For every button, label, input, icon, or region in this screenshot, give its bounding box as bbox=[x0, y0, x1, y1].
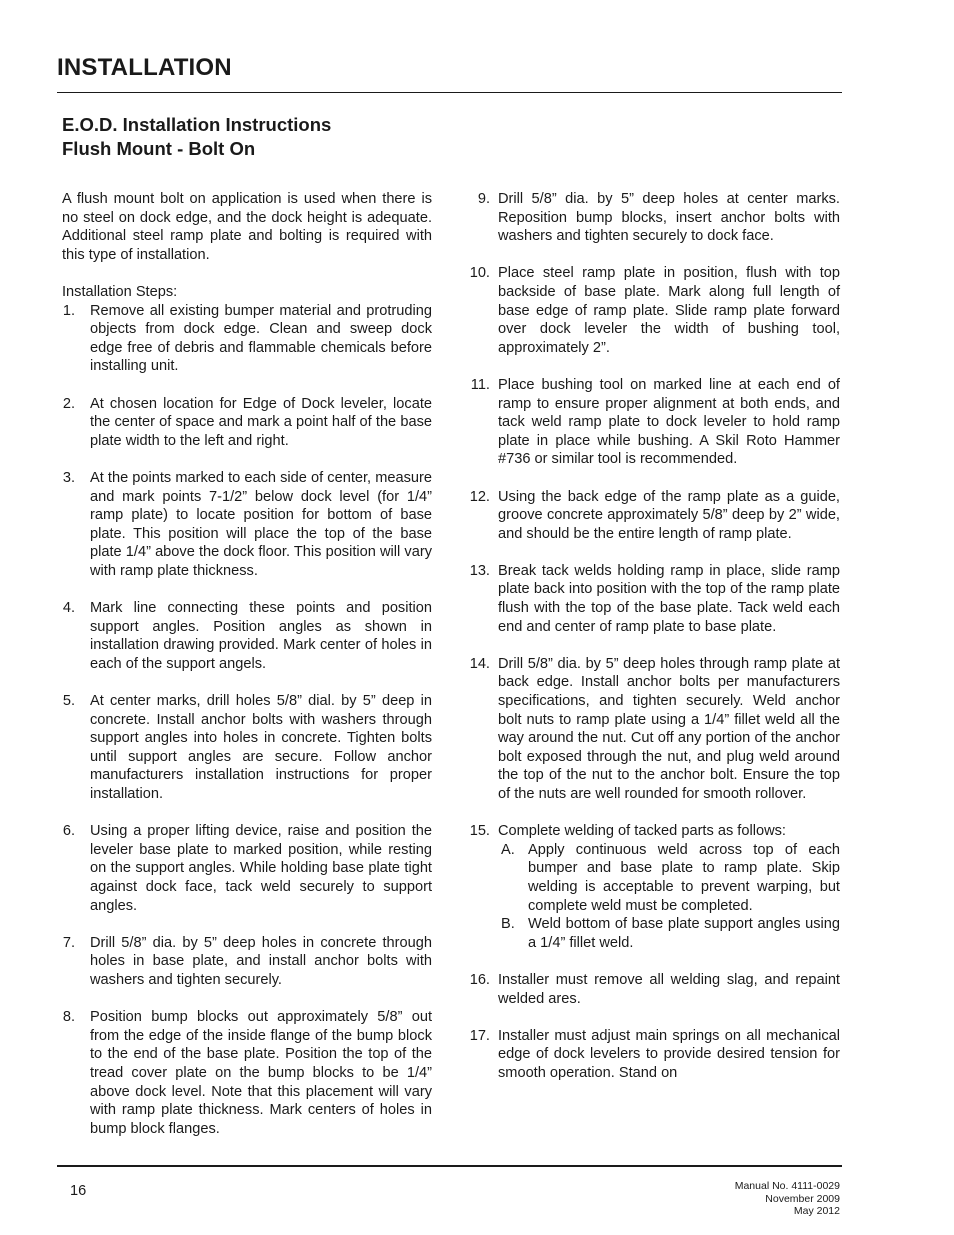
section-title-line-1: E.O.D. Installation Instructions bbox=[62, 114, 332, 135]
page-number: 16 bbox=[70, 1183, 87, 1199]
revision-date-2: May 2012 bbox=[793, 1205, 840, 1218]
step-1 bbox=[57, 302, 432, 376]
step-number: 17. bbox=[469, 1027, 490, 1044]
step-number: 10. bbox=[469, 265, 490, 282]
step-number: 16. bbox=[469, 971, 490, 988]
step-number: 8. bbox=[62, 1009, 75, 1026]
step-text: Complete welding of tacked parts as follows: bbox=[498, 823, 786, 840]
sub-step-text: Apply continuous weld across top of each bumper and base plate to ramp plate. Skip welding is acceptable to prevent warping, but complete weld must be completed. bbox=[528, 841, 840, 914]
step-7 bbox=[57, 934, 432, 990]
step-15 bbox=[466, 822, 840, 952]
step-number: 6. bbox=[62, 823, 75, 840]
steps-label: Installation Steps: bbox=[62, 283, 178, 300]
step-12 bbox=[466, 488, 840, 544]
sub-step-text: Weld bottom of base plate support angles using a 1/4” fillet weld. bbox=[528, 916, 840, 951]
step-text: Place steel ramp plate in position, flush with top backside of base plate. Mark along full length of base edge of ramp plate. Slide ramp plate forward over dock leveler the width of bushing tool, approximately 2”. bbox=[498, 265, 840, 356]
step-number: 13. bbox=[469, 562, 490, 579]
step-number: 9. bbox=[477, 191, 490, 207]
step-number: 14. bbox=[469, 655, 490, 672]
section-title bbox=[62, 113, 331, 161]
intro-paragraph: A flush mount bolt on application is used when there is no steel on dock edge, and the dock height is adequate. Additional steel ramp plate and bolting is required with this type of installation. bbox=[62, 191, 432, 263]
step-text: At center marks, drill holes 5/8” dial. by 5” deep in concrete. Install anchor bolts with washers through support angles into holes in concrete. Tighten bolts until support angles are secure. Follow anchor manufacturers installation instructions for proper installation. bbox=[90, 693, 432, 802]
sub-step-a bbox=[498, 841, 840, 915]
step-text: Place bushing tool on marked line at each end of ramp to ensure proper alignment at both ends, and tack weld ramp plate to dock leveler to hold ramp plate in place while bushing. A Skil Roto Hammer #736 or similar tool is recommended. bbox=[498, 376, 840, 468]
step-text: Drill 5/8” dia. by 5” deep holes in concrete through holes in base plate, and install anchor bolts with washers and tighten securely. bbox=[90, 934, 432, 988]
step-text: Drill 5/8” dia. by 5” deep holes at center marks. Reposition bump blocks, insert anchor bolts with washers and tighten securely to dock face. bbox=[498, 191, 840, 245]
step-text: Using a proper lifting device, raise and position the leveler base plate to marked position, while resting on the support angles. While holding base plate tight against dock face, tack weld securely to support angles. bbox=[90, 823, 432, 914]
step-5 bbox=[57, 692, 432, 804]
step-number: 5. bbox=[62, 693, 75, 710]
step-text: Installer must adjust main springs on all mechanical edge of dock levelers to provide desired tension for smooth operation. Stand on bbox=[498, 1027, 840, 1081]
left-column bbox=[57, 190, 432, 1157]
step-11 bbox=[466, 376, 840, 469]
step-text: Installer must remove all welding slag, and repaint welded ares. bbox=[498, 971, 840, 1007]
step-14 bbox=[466, 655, 840, 804]
sub-step-letter: B. bbox=[501, 916, 515, 933]
step-text: At the points marked to each side of center, measure and mark points 7-1/2” below dock level (for 1/4” ramp plate) to locate position for bottom of base plate. This position will place the top of the base plate 1/4” above the dock floor. This position will vary with ramp plate thickness. bbox=[90, 469, 432, 579]
sub-step-letter: A. bbox=[501, 841, 515, 858]
step-4 bbox=[57, 599, 432, 673]
step-number: 4. bbox=[62, 600, 75, 617]
step-number: 7. bbox=[62, 934, 75, 951]
step-13 bbox=[466, 562, 840, 636]
revision-date-1: November 2009 bbox=[765, 1192, 840, 1205]
step-text: Using the back edge of the ramp plate as a guide, groove concrete approximately 5/8” deep by 2” wide, and should be the entire length of ramp plate. bbox=[498, 488, 840, 542]
step-3 bbox=[57, 469, 432, 581]
step-6 bbox=[57, 822, 432, 915]
step-text: Break tack welds holding ramp in place, slide ramp plate back into position with the top of the ramp plate flush with the top of the base plate. Tack weld each end and center of ramp plate to base plate. bbox=[498, 562, 840, 635]
step-text: Position bump blocks out approximately 5/8” out from the edge of the inside flange of the bump block to the end of the base plate. Position the top of the tread cover plate on the bump blocks to be 1/4” above dock level. Note that this placement will vary with ramp plate thickness. Mark centers of holes in bump block flanges. bbox=[90, 1009, 432, 1137]
step-10 bbox=[466, 264, 840, 357]
step-16 bbox=[466, 971, 840, 1008]
step-text: Mark line connecting these points and position support angles. Position angles as shown in installation drawing provided. Mark center of holes in each of the support angels. bbox=[90, 600, 432, 672]
manual-number: Manual No. 4111-0029 bbox=[734, 1180, 840, 1192]
footer-info bbox=[735, 1180, 840, 1218]
step-number: 1. bbox=[62, 302, 75, 319]
page-title: INSTALLATION bbox=[57, 54, 232, 81]
step-8 bbox=[57, 1008, 432, 1138]
step-number: 11. bbox=[470, 376, 490, 393]
section-title-line-2: Flush Mount - Bolt On bbox=[62, 138, 256, 159]
step-body bbox=[498, 822, 840, 952]
footer-divider bbox=[57, 1165, 842, 1167]
step-text: At chosen location for Edge of Dock leveler, locate the center of space and mark a point half of the base plate width to the left and right. bbox=[90, 395, 432, 449]
step-number: 3. bbox=[62, 469, 75, 486]
step-9 bbox=[466, 190, 840, 246]
step-17 bbox=[466, 1027, 840, 1083]
sub-step-b bbox=[498, 915, 840, 952]
step-number: 15. bbox=[469, 823, 490, 840]
step-number: 2. bbox=[62, 395, 75, 412]
header-divider bbox=[57, 92, 842, 93]
step-number: 12. bbox=[469, 488, 490, 505]
right-column bbox=[466, 190, 840, 1101]
step-2 bbox=[57, 395, 432, 451]
step-text: Drill 5/8” dia. by 5” deep holes through ramp plate at back edge. Install anchor bolts per manufacturers specifications, and tighten securely. Weld anchor bolt nuts to ramp plate using a 1/4” fillet weld all the way around the nut. Cut off any portion of the anchor bolt exposed through the nut, and plug weld around the top of the nut to the anchor bolt. Ensure the top of the nuts are well rounded for smooth rollover. bbox=[498, 655, 840, 802]
step-text: Remove all existing bumper material and protruding objects from dock edge. Clean and sweep dock edge free of debris and flammable chemicals before installing unit. bbox=[90, 302, 432, 375]
